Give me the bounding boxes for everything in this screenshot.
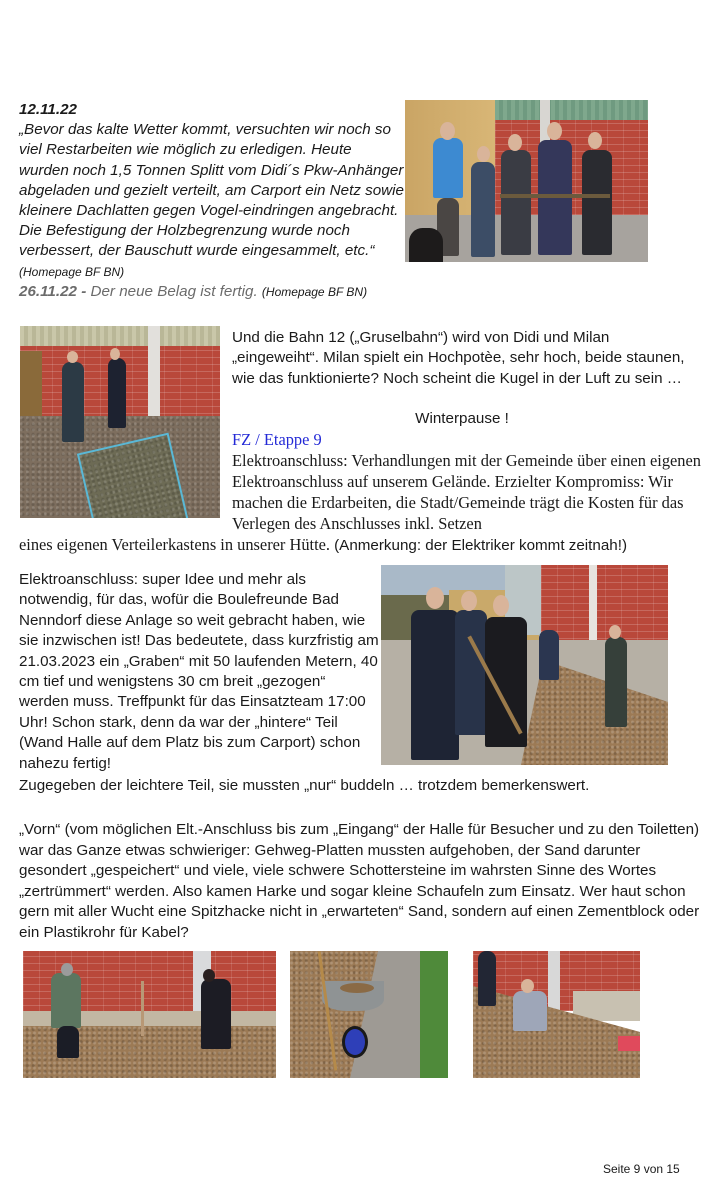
update-text: Der neue Belag ist fertig. (90, 282, 258, 300)
winterpause-label: Winterpause ! (415, 410, 509, 427)
group-photo (405, 100, 648, 262)
etappe-text: Elektroanschluss: Verhandlungen mit der Gemeinde über einen eigenen Elektroanschluss auf unserem Gelände. Erzielter Kompromiss: Wir machen die Erdarbeiten, die Stadt/Gemeinde trägt die Kosten für das Verlegen des Anschlusses inkl. Setzen (232, 451, 701, 533)
update-line (19, 283, 258, 300)
electrician-note: (Anmerkung: der Elektriker kommt zeitnah!) (334, 537, 628, 554)
etappe-heading: FZ / Etappe 9 (232, 430, 322, 449)
court-photo (20, 326, 220, 518)
etappe-text-cont (19, 534, 719, 556)
bahn-12-paragraph: Und die Bahn 12 („Gruselbahn“) wird von Didi und Milan „eingeweiht“. Milan spielt ein Hochpotèe, sehr hoch, beide staunen, wie das funktionierte? Noch scheint die Kugel in der Luft zu sein … (232, 329, 685, 387)
dog (409, 228, 443, 262)
update-date: 26.11.22 - (19, 282, 87, 300)
entry-quote: „Bevor das kalte Wetter kommt, versuchten wir noch so viel Restarbeiten wie möglich zu erledigen. Heute wurden noch 1,5 Tonnen Splitt vom Didi´s Pkw-Anhänger abgeladen und gezielt verteilt, am Carport ein Netz sowie kleinere Dachlatten gegen Vogel-eindringen angebracht. Die Befestigung der Holzbegrenzung wurde noch verbessert, der Bauschutt wurde eingesammelt, etc.“ (19, 121, 404, 260)
quote-source: (Homepage BF BN) (19, 264, 125, 279)
trench-paragraph-cont: Zugegeben der leichtere Teil, sie mussten „nur“ buddeln … trotzdem bemerkenswert. (19, 777, 590, 794)
wheelbarrow-photo (290, 951, 448, 1078)
update-source: (Homepage BF BN) (261, 284, 368, 299)
entry-date: 12.11.22 (19, 101, 77, 118)
shoveling-photo (23, 951, 276, 1078)
etappe-text-cont-serif: eines eigenen Verteilerkastens in unserer Hütte. (19, 535, 331, 554)
trench-kneeling-photo (473, 951, 640, 1078)
front-section-paragraph: „Vorn“ (vom möglichen Elt.-Anschluss bis zum „Eingang“ der Halle für Besucher und zu den Toiletten) war das Ganze etwas schwieriger: Gehweg-Platten mussten aufgehoben, der Sand darunter gesondert „gespeichert“ und viele, viele schwere Schottersteine im wahrsten Sinne des Wortes „zertrümmert“ werden. Also kamen Harke und sogar kleine Schaufeln zum Einsatz. Wer haut schon gern mit aller Wucht eine Spitzhacke nicht in „erwarteten“ Sand, sondern auf einen Zementblock oder ein Plastikrohr für Kabel? (19, 821, 700, 941)
trench-paragraph: Elektroanschluss: super Idee und mehr als notwendig, für das, wofür die Boulefreunde Bad Nenndorf diese Anlage so weit gebracht haben, wie sie inzwischen ist! Das bedeutete, dass kurzfristig am 21.03.2023 ein „Graben“ mit 50 laufenden Metern, 40 cm tief und wenigstens 30 cm breit „gezogen“ werden muss. Treffpunkt für das Einsatzteam 17:00 Uhr! Schon stark, denn da war der „hintere“ Teil (Wand Halle auf dem Platz bis zum Carport) schon nahezu fertig! (19, 571, 379, 772)
section-entry-12-11-22 (19, 100, 404, 302)
trench-team-photo (381, 565, 668, 765)
page-number: Seite 9 von 15 (603, 1162, 680, 1176)
